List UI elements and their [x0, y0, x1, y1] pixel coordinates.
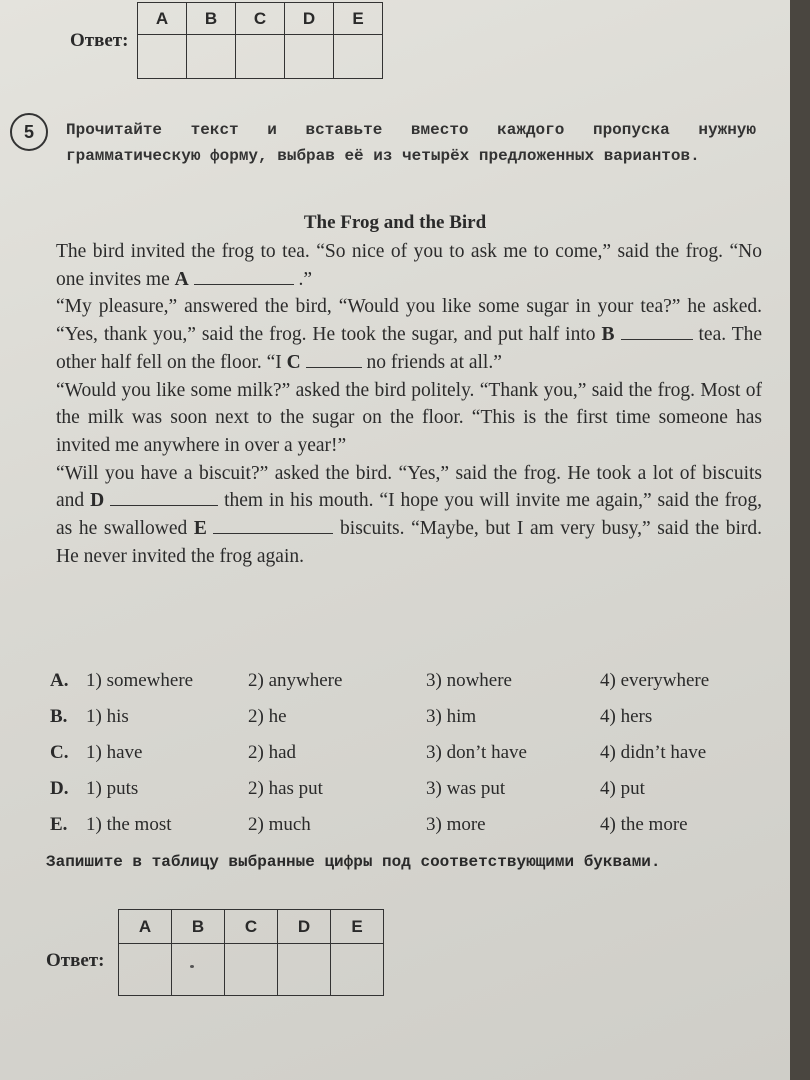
top-answer-table: [137, 2, 383, 79]
option-item[interactable]: 1) have: [86, 742, 143, 763]
story-paragraph-4: “Will you have a biscuit?” asked the bird. “Yes,” said the frog. He took a lot of biscuits and D them in his mouth. “I hope you will invite me again,” said the frog, as he swallowed E biscuits. “Maybe, but I am very busy,” said the bird. He never invited the frog again.: [56, 462, 763, 567]
options-row-b: [50, 706, 770, 742]
gap-b-blank[interactable]: [621, 321, 693, 340]
top-answer-header-d: D: [285, 3, 334, 35]
option-letter: E.: [50, 814, 68, 835]
gap-d-letter: D: [90, 490, 105, 512]
top-answer-header-e: E: [334, 3, 383, 35]
bottom-answer-label: Ответ:: [46, 950, 105, 971]
story-paragraph-1: The bird invited the frog to tea. “So nice of you to ask me to come,” said the frog. “No one invites me A .”: [56, 241, 762, 290]
option-item[interactable]: 2) had: [248, 742, 297, 763]
option-item[interactable]: 1) somewhere: [86, 670, 194, 691]
option-item[interactable]: 2) much: [248, 814, 311, 835]
story-paragraph-3: “Would you like some milk?” asked the bird politely. “Thank you,” said the frog. Most of the milk was soon next to the sugar on the floor. “This is the first time someone has invited me anywhere in over a year!”: [56, 379, 762, 456]
option-item[interactable]: 3) was put: [426, 778, 506, 799]
option-item[interactable]: 3) him: [426, 706, 477, 727]
bottom-answer-cell-e[interactable]: [331, 944, 384, 996]
pencil-mark: [190, 965, 194, 968]
option-item[interactable]: 1) the most: [86, 814, 172, 835]
bottom-answer-cell-b[interactable]: [172, 944, 225, 996]
top-answer-cell-a[interactable]: [138, 35, 187, 79]
top-answer-cell-e[interactable]: [334, 35, 383, 79]
option-item[interactable]: 1) puts: [86, 778, 139, 799]
option-letter: A.: [50, 670, 69, 691]
footer-instruction: Запишите в таблицу выбранные цифры под соответствующими буквами.: [46, 853, 661, 871]
option-item[interactable]: 4) the more: [600, 814, 688, 835]
top-answer-cell-b[interactable]: [187, 35, 236, 79]
top-answer-cell-c[interactable]: [236, 35, 285, 79]
story-text: [56, 238, 762, 570]
options-row-e: [50, 814, 770, 850]
bottom-answer-cell-a[interactable]: [119, 944, 172, 996]
story-paragraph-2: “My pleasure,” answered the bird, “Would you like some sugar in your tea?” he asked. “Yes, thank you,” said the frog. He took the sugar, and put half into B tea. The other half fell on the floor. “I C no friends at all.”: [56, 296, 763, 373]
gap-a-blank[interactable]: [194, 266, 294, 285]
bottom-answer-cell-d[interactable]: [278, 944, 331, 996]
top-answer-cell-d[interactable]: [285, 35, 334, 79]
top-answer-header-b: B: [187, 3, 236, 35]
option-item[interactable]: 4) everywhere: [600, 670, 710, 691]
option-item[interactable]: 3) don’t have: [426, 742, 527, 763]
background-edge: [790, 0, 810, 1080]
option-item[interactable]: 3) more: [426, 814, 486, 835]
options-row-a: [50, 670, 770, 706]
option-item[interactable]: 2) anywhere: [248, 670, 343, 691]
option-letter: D.: [50, 778, 69, 799]
option-item[interactable]: 4) hers: [600, 706, 653, 727]
bottom-answer-header-c: C: [225, 910, 278, 944]
option-item[interactable]: 2) he: [248, 706, 287, 727]
gap-c-blank[interactable]: [306, 349, 362, 368]
option-letter: B.: [50, 706, 68, 727]
option-item[interactable]: 3) nowhere: [426, 670, 512, 691]
top-answer-header-c: C: [236, 3, 285, 35]
task-number: 5: [10, 113, 48, 151]
story-title: The Frog and the Bird: [303, 212, 487, 233]
gap-e-blank[interactable]: [213, 515, 333, 534]
option-item[interactable]: 1) his: [86, 706, 129, 727]
bottom-answer-header-b: B: [172, 910, 225, 944]
answer-options: [50, 670, 770, 850]
gap-a-letter: A: [174, 268, 189, 290]
bottom-answer-table: [118, 909, 384, 996]
option-item[interactable]: 4) put: [600, 778, 645, 799]
bottom-answer-header-a: A: [119, 910, 172, 944]
top-answer-header-a: A: [138, 3, 187, 35]
option-item[interactable]: 2) has put: [248, 778, 323, 799]
task-instruction: Прочитайте текст и вставьте вместо каждого пропуска нужную грамматическую форму, выбрав её из четырёх предложенных вариантов.: [66, 121, 756, 165]
options-row-c: [50, 742, 770, 778]
top-answer-label: Ответ:: [70, 30, 129, 51]
gap-e-letter: E: [193, 518, 207, 540]
bottom-answer-header-e: E: [331, 910, 384, 944]
option-item[interactable]: 4) didn’t have: [600, 742, 707, 763]
gap-d-blank[interactable]: [110, 487, 218, 506]
options-row-d: [50, 778, 770, 814]
gap-c-letter: C: [286, 351, 301, 373]
bottom-answer-header-d: D: [278, 910, 331, 944]
bottom-answer-cell-c[interactable]: [225, 944, 278, 996]
gap-b-letter: B: [601, 324, 615, 346]
option-letter: C.: [50, 742, 69, 763]
